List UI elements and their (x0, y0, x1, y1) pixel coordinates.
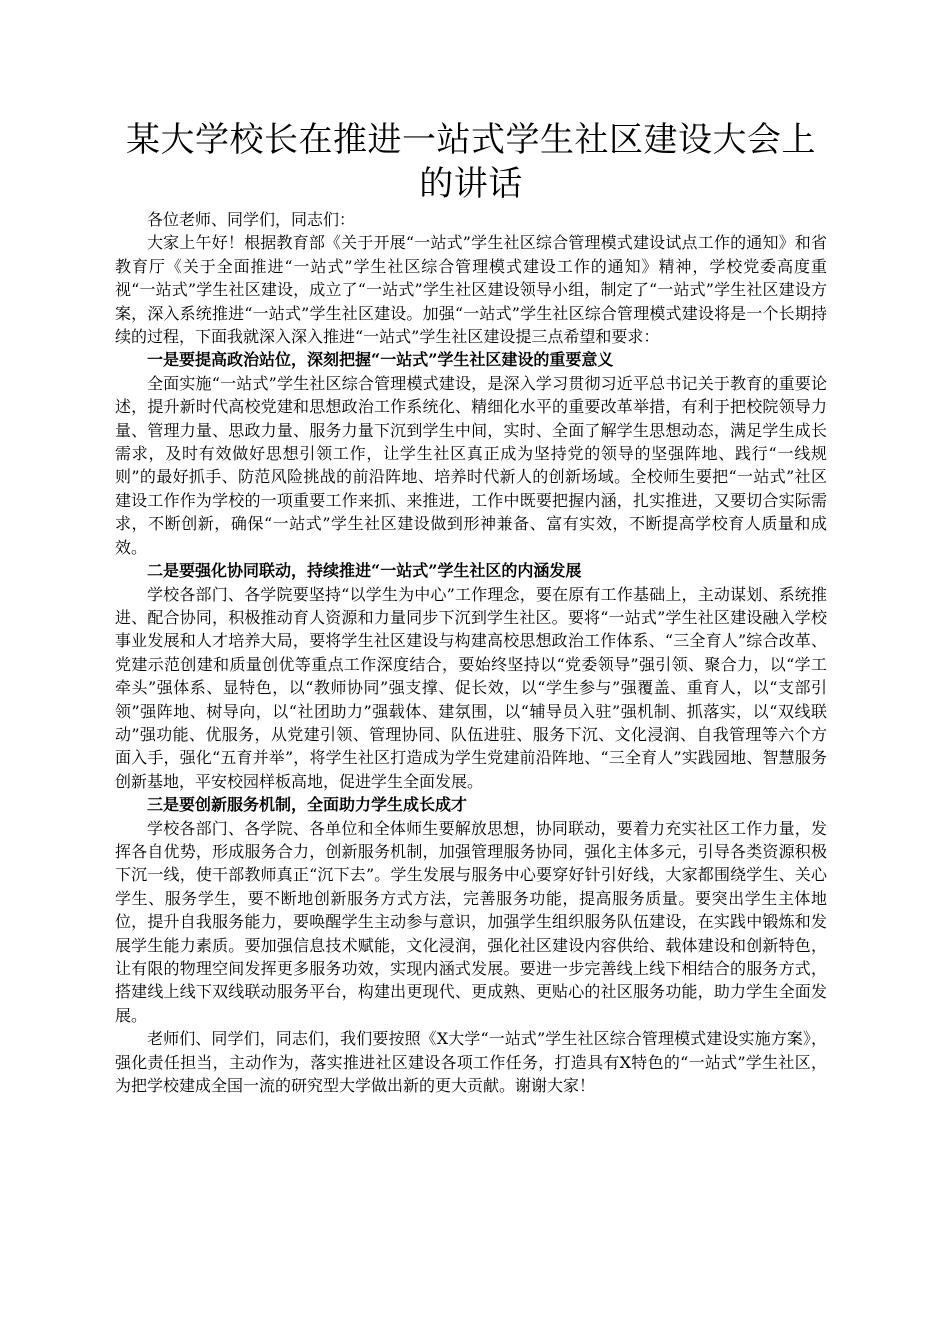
section-heading: 一是要提高政治站位，深刻把握“一站式”学生社区建设的重要意义 (147, 350, 614, 370)
document-page (115, 118, 827, 1097)
body-paragraph: 全面实施“一站式”学生社区综合管理模式建设，是深入学习贯彻习近平总书记关于教育的重要论述，提升新时代高校党建和思想政治工作系统化、精细化水平的重要改革举措，有利于把校院领导力量、管理力量、思政力量、服务力量下沉到学生中间，实时、全面了解学生思想动态，满足学生成长需求，及时有效做好思想引领工作，让学生社区真正成为坚持党的领导的坚强阵地、践行“一线规则”的最好抓手、防范风险挑战的前沿阵地、培养时代新人的创新场域。全校师生要把“一站式”社区建设工作作为学校的一项重要工作来抓、来推进，工作中既要把握内涵，扎实推进，又要切合实际需求，不断创新，确保“一站式”学生社区建设做到形神兼备、富有实效，不断提高学校育人质量和成效。 (115, 373, 827, 557)
body-paragraph: 大家上午好！根据教育部《关于开展“一站式”学生社区综合管理模式建设试点工作的通知》和省教育厅《关于全面推进“一站式”学生社区综合管理模式建设工作的通知》精神，学校党委高度重视“一站式”学生社区建设，成立了“一站式”学生社区建设领导小组，制定了“一站式”学生社区建设方案，深入系统推进“一站式”学生社区建设。加强“一站式”学生社区综合管理模式建设将是一个长期持续的过程，下面我就深入深入推进“一站式”学生社区建设提三点希望和要求： (115, 233, 827, 347)
body-paragraph: 老师们、同学们，同志们，我们要按照《X大学“一站式”学生社区综合管理模式建设实施方案》，强化责任担当，主动作为，落实推进社区建设各项工作任务，打造具有X特色的“一站式”学生社区，为把学校建成全国一流的研究型大学做出新的更大贡献。谢谢大家！ (115, 1029, 827, 1096)
document-body (115, 208, 827, 1097)
body-paragraph: 各位老师、同学们，同志们： (147, 210, 356, 229)
body-paragraph: 学校各部门、各学院、各单位和全体师生要解放思想，协同联动，要着力充实社区工作力量，发挥各自优势，形成服务合力，创新服务机制，加强管理服务协同，强化主体多元，引导各类资源积极下沉一线，使干部教师真正“沉下去”。学生发展与服务中心要穿好针引好线，大家都围绕学生、关心学生、服务学生，要不断地创新服务方式方法，完善服务功能，提高服务质量。要突出学生主体地位，提升自我服务能力，要唤醒学生主动参与意识，加强学生组织服务队伍建设，在实践中锻炼和发展学生能力素质。要加强信息技术赋能，文化浸润，强化社区建设内容供给、载体建设和创新特色，让有限的物理空间发挥更多服务功效，实现内涵式发展。要进一步完善线上线下相结合的服务方式，搭建线上线下双线联动服务平台，构建出更现代、更成熟、更贴心的社区服务功能，助力学生全面发展。 (115, 818, 827, 1025)
section-heading: 三是要创新服务机制，全面助力学生成长成才 (147, 795, 468, 815)
document-title: 某大学校长在推进一站式学生社区建设大会上的讲话 (126, 120, 816, 204)
body-paragraph: 学校各部门、各学院要坚持“以学生为中心”工作理念，要在原有工作基础上，主动谋划、系统推进、配合协同，积极推动育人资源和力量同步下沉到学生社区。要将“一站式”学生社区建设融入学校事业发展和人才培养大局，要将学生社区建设与构建高校思想政治工作体系、“三全育人”综合改革、党建示范创建和质量创优等重点工作深度结合，要始终坚持以“党委领导”强引领、聚合力，以“学工牵头”强体系、显特色，以“教师协同”强支撑、促长效，以“学生参与”强覆盖、重育人，以“支部引领”强阵地、树导向，以“社团助力”强载体、建氛围，以“辅导员入驻”强机制、抓落实，以“双线联动”强功能、优服务，从党建引领、管理协同、队伍进驻、服务下沉、文化浸润、自我管理等六个方面入手，强化“五育并举”，将学生社区打造成为学生党建前沿阵地、“三全育人”实践园地、智慧服务创新基地，平安校园样板高地，促进学生全面发展。 (115, 584, 827, 791)
section-heading: 二是要强化协同联动，持续推进“一站式”学生社区的内涵发展 (147, 561, 582, 581)
